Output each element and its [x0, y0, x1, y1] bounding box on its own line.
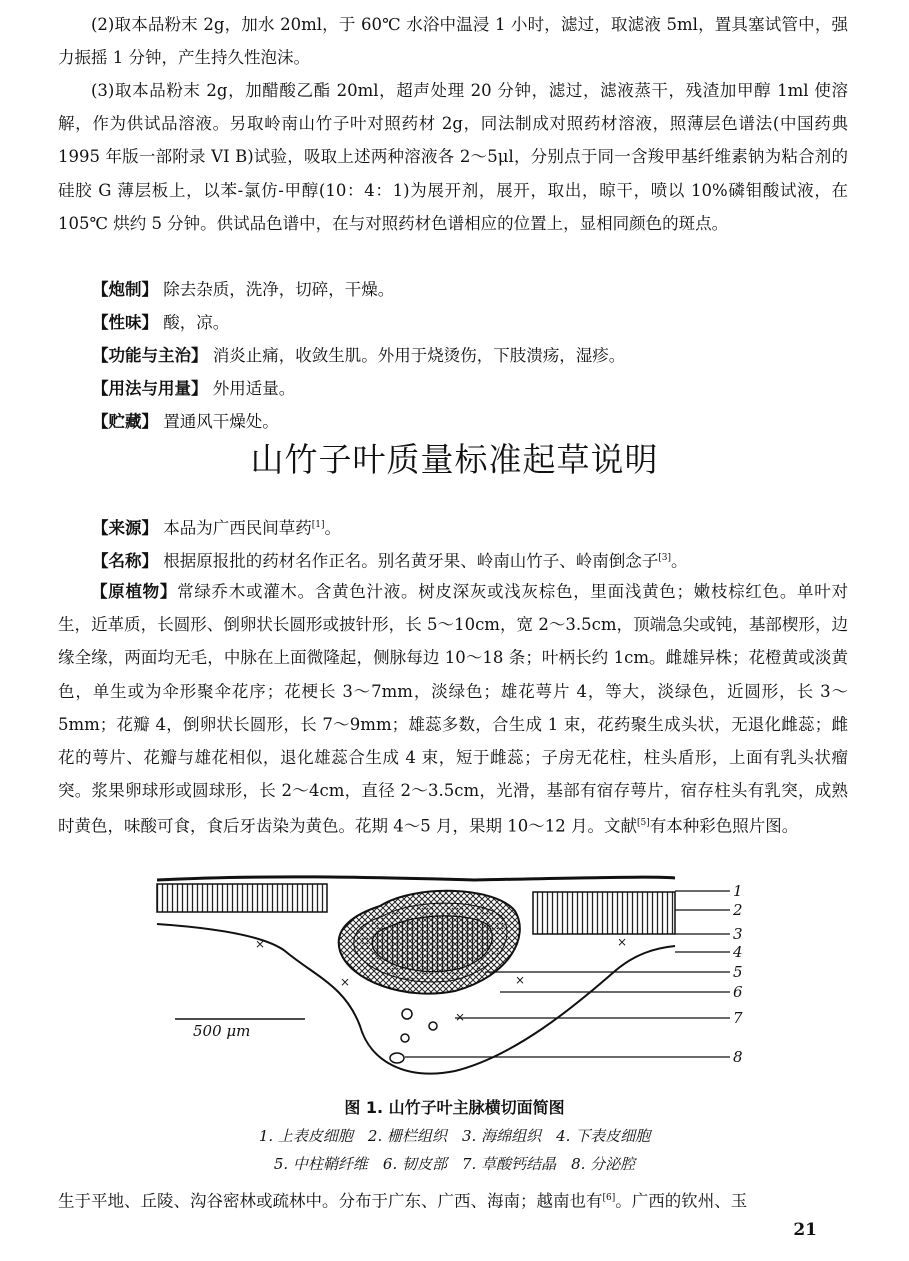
- svg-text:×: ×: [455, 1010, 466, 1024]
- paragraph-tlc-test: (3)取本品粉末 2g，加醋酸乙酯 20ml，超声处理 20 分钟，滤过，滤液蒸干，残渣加甲醇 1ml 使溶解，作为供试品溶液。另取岭南山竹子叶对照药材 2g，同法制成对照药材溶液，照薄层色谱法(中国药典 1995 年版一部附录 VI B)试验，吸取上述两种溶液各 2～5μl，分别点于同一含羧甲基纤维素钠为粘合剂的硅胶 G 薄层板上，以苯-氯仿-甲醇(10：4：1)为展开剂，展开，取出，晾干，喷以 10%磷钼酸试液，在 105℃ 烘约 5 分钟。供试品色谱中，在与对照药材色谱相应的位置上，显相同颜色的斑点。: [58, 81, 848, 233]
- figure-number-1: 1: [733, 882, 743, 900]
- leaf-cross-section-figure: [155, 866, 755, 1088]
- section-text: 除去杂质，洗净，切碎，干燥。: [163, 280, 395, 299]
- svg-text:×: ×: [255, 937, 266, 951]
- section-text: 置通风干燥处。: [163, 412, 279, 431]
- figure-number-5: 5: [733, 963, 743, 981]
- scale-bar-label: 500 μm: [193, 1022, 251, 1040]
- section-text: 消炎止痛，收敛生肌。外用于烧烫伤，下肢溃疡，湿疹。: [212, 346, 626, 365]
- section-text-end: 有本种彩色照片图。: [649, 816, 799, 836]
- secretory-cavity: [390, 1053, 404, 1063]
- section-text: 生于平地、丘陵、沟谷密林或疏林中。分布于广东、广西、海南；越南也有: [58, 1191, 603, 1211]
- figure-number-6: 6: [733, 983, 743, 1001]
- upper-epidermis: [157, 877, 675, 880]
- palisade-left: [157, 884, 327, 912]
- punct: 。: [324, 518, 341, 538]
- page-title: 山竹子叶质量标准起草说明: [250, 440, 659, 479]
- section-text: 外用适量。: [212, 379, 296, 398]
- section-usage: [92, 372, 295, 405]
- citation: [5]: [636, 818, 650, 829]
- svg-text:×: ×: [515, 973, 526, 987]
- paragraph-distribution: [58, 1182, 848, 1218]
- section-source: [92, 509, 341, 545]
- page-number: 21: [793, 1220, 817, 1240]
- figure-number-4: 4: [733, 943, 743, 961]
- section-text: 本品为广西民间草药: [163, 518, 312, 538]
- palisade-right: [533, 892, 675, 934]
- citation: [3]: [658, 553, 671, 563]
- section-plant: [58, 575, 848, 843]
- section-text-end: 。广西的钦州、玉: [615, 1191, 748, 1211]
- section-processing: [92, 273, 394, 306]
- citation: [6]: [602, 1193, 616, 1203]
- section-tag: 【贮藏】: [92, 412, 158, 431]
- section-name: [92, 542, 688, 578]
- section-tag: 【名称】: [92, 551, 158, 571]
- section-tag: 【来源】: [92, 518, 158, 538]
- section-text: 酸，凉。: [163, 313, 230, 332]
- svg-text:×: ×: [340, 975, 351, 989]
- figure-number-7: 7: [733, 1009, 743, 1027]
- section-tag: 【炮制】: [92, 280, 158, 299]
- section-tag: 【功能与主治】: [92, 346, 208, 365]
- figure-legend-line: 1. 上表皮细胞 2. 栅栏组织 3. 海绵组织 4. 下表皮细胞: [258, 1127, 651, 1145]
- section-tag: 【用法与用量】: [92, 379, 208, 398]
- figure-number-8: 8: [733, 1048, 743, 1066]
- figure-caption: 图 1. 山竹子叶主脉横切面简图: [344, 1098, 565, 1117]
- figure-number-2: 2: [733, 901, 743, 919]
- figure-number-3: 3: [733, 925, 743, 943]
- citation: [1]: [311, 520, 325, 530]
- punct: 。: [671, 551, 688, 571]
- section-text: 根据原报批的药材名作正名。别名黄牙果、岭南山竹子、岭南倒念子: [163, 551, 659, 571]
- section-taste: [92, 306, 229, 339]
- section-functions: [92, 339, 625, 372]
- section-text: 常绿乔木或灌木。含黄色汁液。树皮深灰或浅灰棕色，里面浅黄色；嫩枝棕红色。单叶对生，近革质，长圆形、倒卵状长圆形或披针形，长 5～10cm，宽 2～3.5cm，顶端急尖或钝，基部楔形，边缘全缘，两面均无毛，中脉在上面微隆起，侧脉每边 10～18 条；叶柄长约 1cm。雌雄异株；花橙黄或淡黄色，单生或为伞形聚伞花序；花梗长 3～7mm，淡绿色；雄花萼片 4，等大，淡绿色，近圆形，长 3～5mm；花瓣 4，倒卵状长圆形，长 7～9mm；雄蕊多数，合生成 1 束，花药聚生成头状，无退化雌蕊；雌花的萼片、花瓣与雄花相似，退化雄蕊合生成 4 束，短于雌蕊；子房无花柱，柱头盾形，上面有乳头状瘤突。浆果卵球形或圆球形，长 2～4cm，直径 2～3.5cm，光滑，基部有宿存萼片，宿存柱头有乳突，成熟时黄色，味酸可食，食后牙齿染为黄色。花期 4～5 月，果期 10～12 月。文献: [58, 582, 849, 836]
- paragraph-foam-test: (2)取本品粉末 2g，加水 20ml，于 60℃ 水浴中温浸 1 小时，滤过，取滤液 5ml，置具塞试管中，强力振摇 1 分钟，产生持久性泡沫。: [58, 15, 848, 68]
- section-tag: 【性味】: [92, 313, 158, 332]
- figure-legend-line: 5. 中柱鞘纤维 6. 韧皮部 7. 草酸钙结晶 8. 分泌腔: [273, 1155, 636, 1173]
- svg-text:×: ×: [617, 935, 628, 949]
- section-tag: 【原植物】: [91, 582, 178, 601]
